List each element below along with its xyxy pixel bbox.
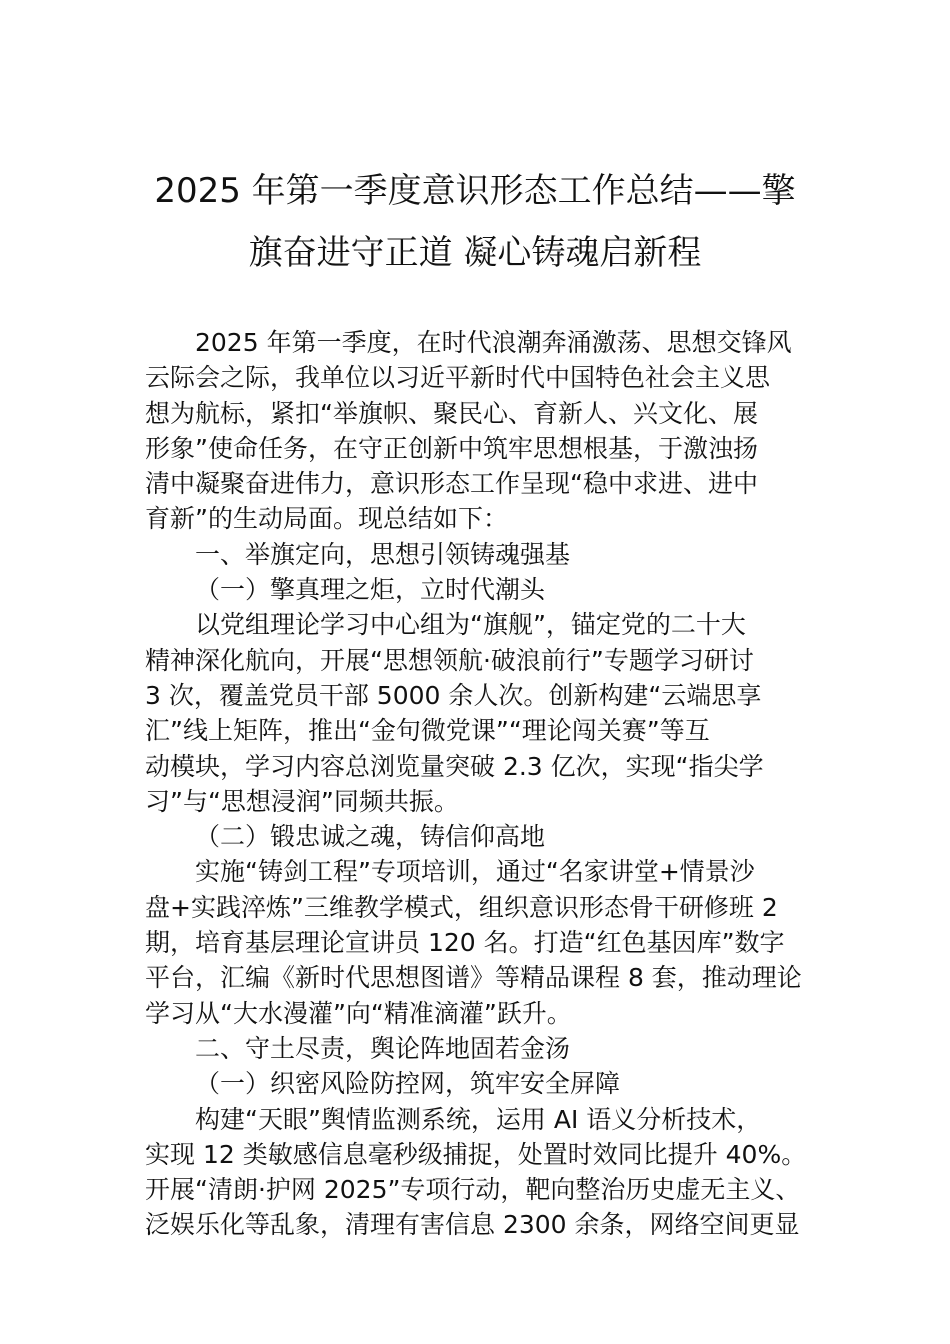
title-line-1: 2025 年第一季度意识形态工作总结——擎: [154, 171, 796, 211]
paragraph-intro-line: 云际会之际，我单位以习近平新时代中国特色社会主义思: [145, 363, 771, 393]
paragraph-line: 精神深化航向，开展“思想领航·破浪前行”专题学习研讨: [145, 645, 754, 675]
section-heading-2: 二、守土尽责，舆论阵地固若金汤: [195, 1033, 571, 1063]
paragraph-line: 实现 12 类敏感信息毫秒级捕捉，处置时效同比提升 40%。: [145, 1139, 807, 1169]
subsection-heading-1-1: （一）擎真理之炬，立时代潮头: [195, 575, 546, 605]
paragraph-intro-line: 育新”的生动局面。现总结如下：: [145, 504, 508, 534]
paragraph-line: 动模块，学习内容总浏览量突破 2.3 亿次，实现“指尖学: [145, 751, 764, 781]
document-body: [145, 325, 825, 1243]
paragraph-line: 汇”线上矩阵，推出“金句微党课”“理论闯关赛”等互: [145, 716, 710, 746]
paragraph-line: 习”与“思想浸润”同频共振。: [145, 786, 459, 816]
subsection-heading-1-2: （二）锻忠诚之魂，铸信仰高地: [195, 822, 546, 852]
paragraph-line: 以党组理论学习中心组为“旗舰”，锚定党的二十大: [195, 610, 746, 640]
paragraph-line: 盘+实践淬炼”三维教学模式，组织意识形态骨干研修班 2: [145, 892, 778, 922]
paragraph-line: 期，培育基层理论宣讲员 120 名。打造“红色基因库”数字: [145, 928, 785, 958]
section-heading-1: 一、举旗定向，思想引领铸魂强基: [195, 539, 571, 569]
paragraph-line: 实施“铸剑工程”专项培训，通过“名家讲堂+情景沙: [195, 857, 755, 887]
subsection-heading-2-1: （一）织密风险防控网，筑牢安全屏障: [195, 1069, 621, 1099]
paragraph-line: 平台，汇编《新时代思想图谱》等精品课程 8 套，推动理论: [145, 963, 802, 993]
paragraph-intro-line: 形象”使命任务，在守正创新中筑牢思想根基，于激浊扬: [145, 433, 758, 463]
paragraph-line: 学习从“大水漫灌”向“精准滴灌”跃升。: [145, 998, 572, 1028]
paragraph-line: 泛娱乐化等乱象，清理有害信息 2300 余条，网络空间更显: [145, 1210, 800, 1240]
title-line-2: 旗奋进守正道 凝心铸魂启新程: [248, 233, 702, 273]
paragraph-line: 构建“天眼”舆情监测系统，运用 AI 语义分析技术，: [195, 1104, 762, 1134]
paragraph-intro-line: 想为航标，紧扣“举旗帜、聚民心、育新人、兴文化、展: [145, 398, 758, 428]
document-title: [120, 160, 830, 284]
paragraph-intro-line: 2025 年第一季度，在时代浪潮奔涌激荡、思想交锋风: [195, 328, 792, 357]
paragraph-line: 开展“清朗·护网 2025”专项行动，靶向整治历史虚无主义、: [145, 1175, 801, 1205]
paragraph-line: 3 次，覆盖党员干部 5000 余人次。创新构建“云端思享: [145, 680, 762, 710]
paragraph-intro-line: 清中凝聚奋进伟力，意识形态工作呈现“稳中求进、进中: [145, 469, 758, 499]
